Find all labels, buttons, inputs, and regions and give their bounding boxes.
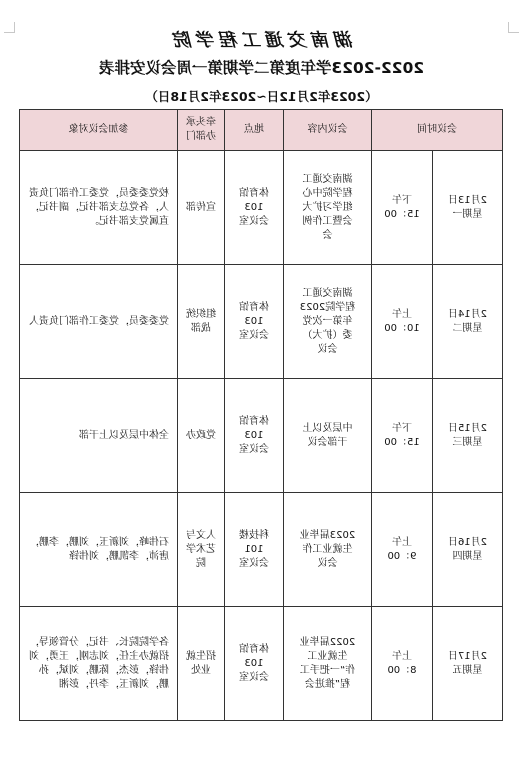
location-cell	[225, 151, 284, 265]
school-name: 湖南交通工程学院	[169, 30, 354, 51]
date: 2月15日	[447, 422, 488, 434]
weekday: 星期五	[452, 664, 483, 676]
location-suffix: 会议室	[239, 329, 269, 341]
time-cell	[372, 607, 433, 721]
date: 2月17日	[447, 650, 488, 662]
attendees-cell: 党委委员，党委工作部门负责人	[20, 265, 178, 379]
date: 2月16日	[447, 536, 488, 548]
time-period: 上午	[392, 650, 412, 662]
department-cell: 招生就业处	[178, 607, 225, 721]
weekday: 星期二	[452, 322, 483, 334]
attendees-cell: 校党委委员，党委工作部门负责人，各党总支部书记，副书记，直属党支部书记。	[20, 151, 178, 265]
location-room: 103	[244, 315, 264, 327]
content-cell: 2023届毕业生就业工作会议	[284, 493, 372, 607]
content-cell: 湖南交通工程学院2023年第一次党委（扩大）会议	[284, 265, 372, 379]
department-cell: 人文与艺术学院	[178, 493, 225, 607]
content-cell: 2022届毕业生就业工作“一把手工程”推进会	[284, 607, 372, 721]
table-header-row	[20, 110, 503, 151]
content-cell: 中层及以上干部会议	[284, 379, 372, 493]
location-cell	[225, 379, 284, 493]
table-row	[20, 607, 503, 721]
time-period: 上午	[392, 308, 412, 320]
location-suffix: 会议室	[239, 215, 269, 227]
date-cell	[433, 607, 503, 721]
table-row	[20, 379, 503, 493]
department-cell: 宣传部	[178, 151, 225, 265]
location-building: 体育馆	[239, 415, 269, 427]
time: 10：00	[384, 322, 420, 334]
time-period: 上午	[392, 536, 412, 548]
location-suffix: 会议室	[239, 443, 269, 455]
department-cell: 组织统战部	[178, 265, 225, 379]
date: 2月14日	[447, 308, 488, 320]
column-header-location: 地点	[225, 110, 284, 151]
time: 9：00	[387, 550, 417, 562]
attendees-cell: 各学院院长、书记，分管领导，招就办主任，刘志刚，王勇，刘伟锋，彭杰，陈鹏，刘斌，孙鹏，刘新玉，李丹，彭湘	[20, 607, 178, 721]
time-period: 下午	[392, 194, 412, 206]
location-building: 科技楼	[239, 529, 269, 541]
content-cell: 湖南交通工程学院中心组学习扩大会暨工作例会	[284, 151, 372, 265]
location-cell	[225, 607, 284, 721]
document-title: 2022-2023学年度第二学期第一周会议安排表	[98, 59, 425, 77]
location-cell	[225, 265, 284, 379]
time: 8：00	[387, 664, 417, 676]
location-building: 体育馆	[239, 301, 269, 313]
column-header-attendees: 参加会议对象	[20, 110, 178, 151]
weekday: 星期三	[452, 436, 483, 448]
date-range: （2023年2月12日~2023年2月18日）	[145, 89, 378, 104]
table-row	[20, 265, 503, 379]
column-header-time: 会议时间	[372, 110, 503, 151]
column-header-department: 牵头承办部门	[178, 110, 225, 151]
location-building: 体育馆	[239, 643, 269, 655]
location-suffix: 会议室	[239, 557, 269, 569]
attendees-cell: 石伟峰，刘新玉，刘鹏，李鹏，唐沛，李凯鹏，刘伟锋	[20, 493, 178, 607]
time-cell	[372, 265, 433, 379]
time: 15：00	[384, 208, 420, 220]
weekday: 星期一	[452, 208, 483, 220]
location-room: 101	[244, 543, 264, 555]
date: 2月13日	[447, 194, 488, 206]
time-cell	[372, 493, 433, 607]
location-building: 体育馆	[239, 187, 269, 199]
location-room: 103	[244, 201, 264, 213]
date-cell	[433, 493, 503, 607]
location-room: 103	[244, 429, 264, 441]
weekday: 星期四	[452, 550, 483, 562]
department-cell: 党政办	[178, 379, 225, 493]
date-cell	[433, 265, 503, 379]
location-room: 103	[244, 657, 264, 669]
attendees-cell: 全体中层及以上干部	[20, 379, 178, 493]
table-row	[20, 151, 503, 265]
time-cell	[372, 151, 433, 265]
table-row	[20, 493, 503, 607]
time-cell	[372, 379, 433, 493]
location-suffix: 会议室	[239, 671, 269, 683]
date-cell	[433, 151, 503, 265]
meeting-schedule-table	[19, 109, 503, 721]
time: 15：00	[384, 436, 420, 448]
time-period: 下午	[392, 422, 412, 434]
column-header-content: 会议内容	[284, 110, 372, 151]
location-cell	[225, 493, 284, 607]
date-cell	[433, 379, 503, 493]
